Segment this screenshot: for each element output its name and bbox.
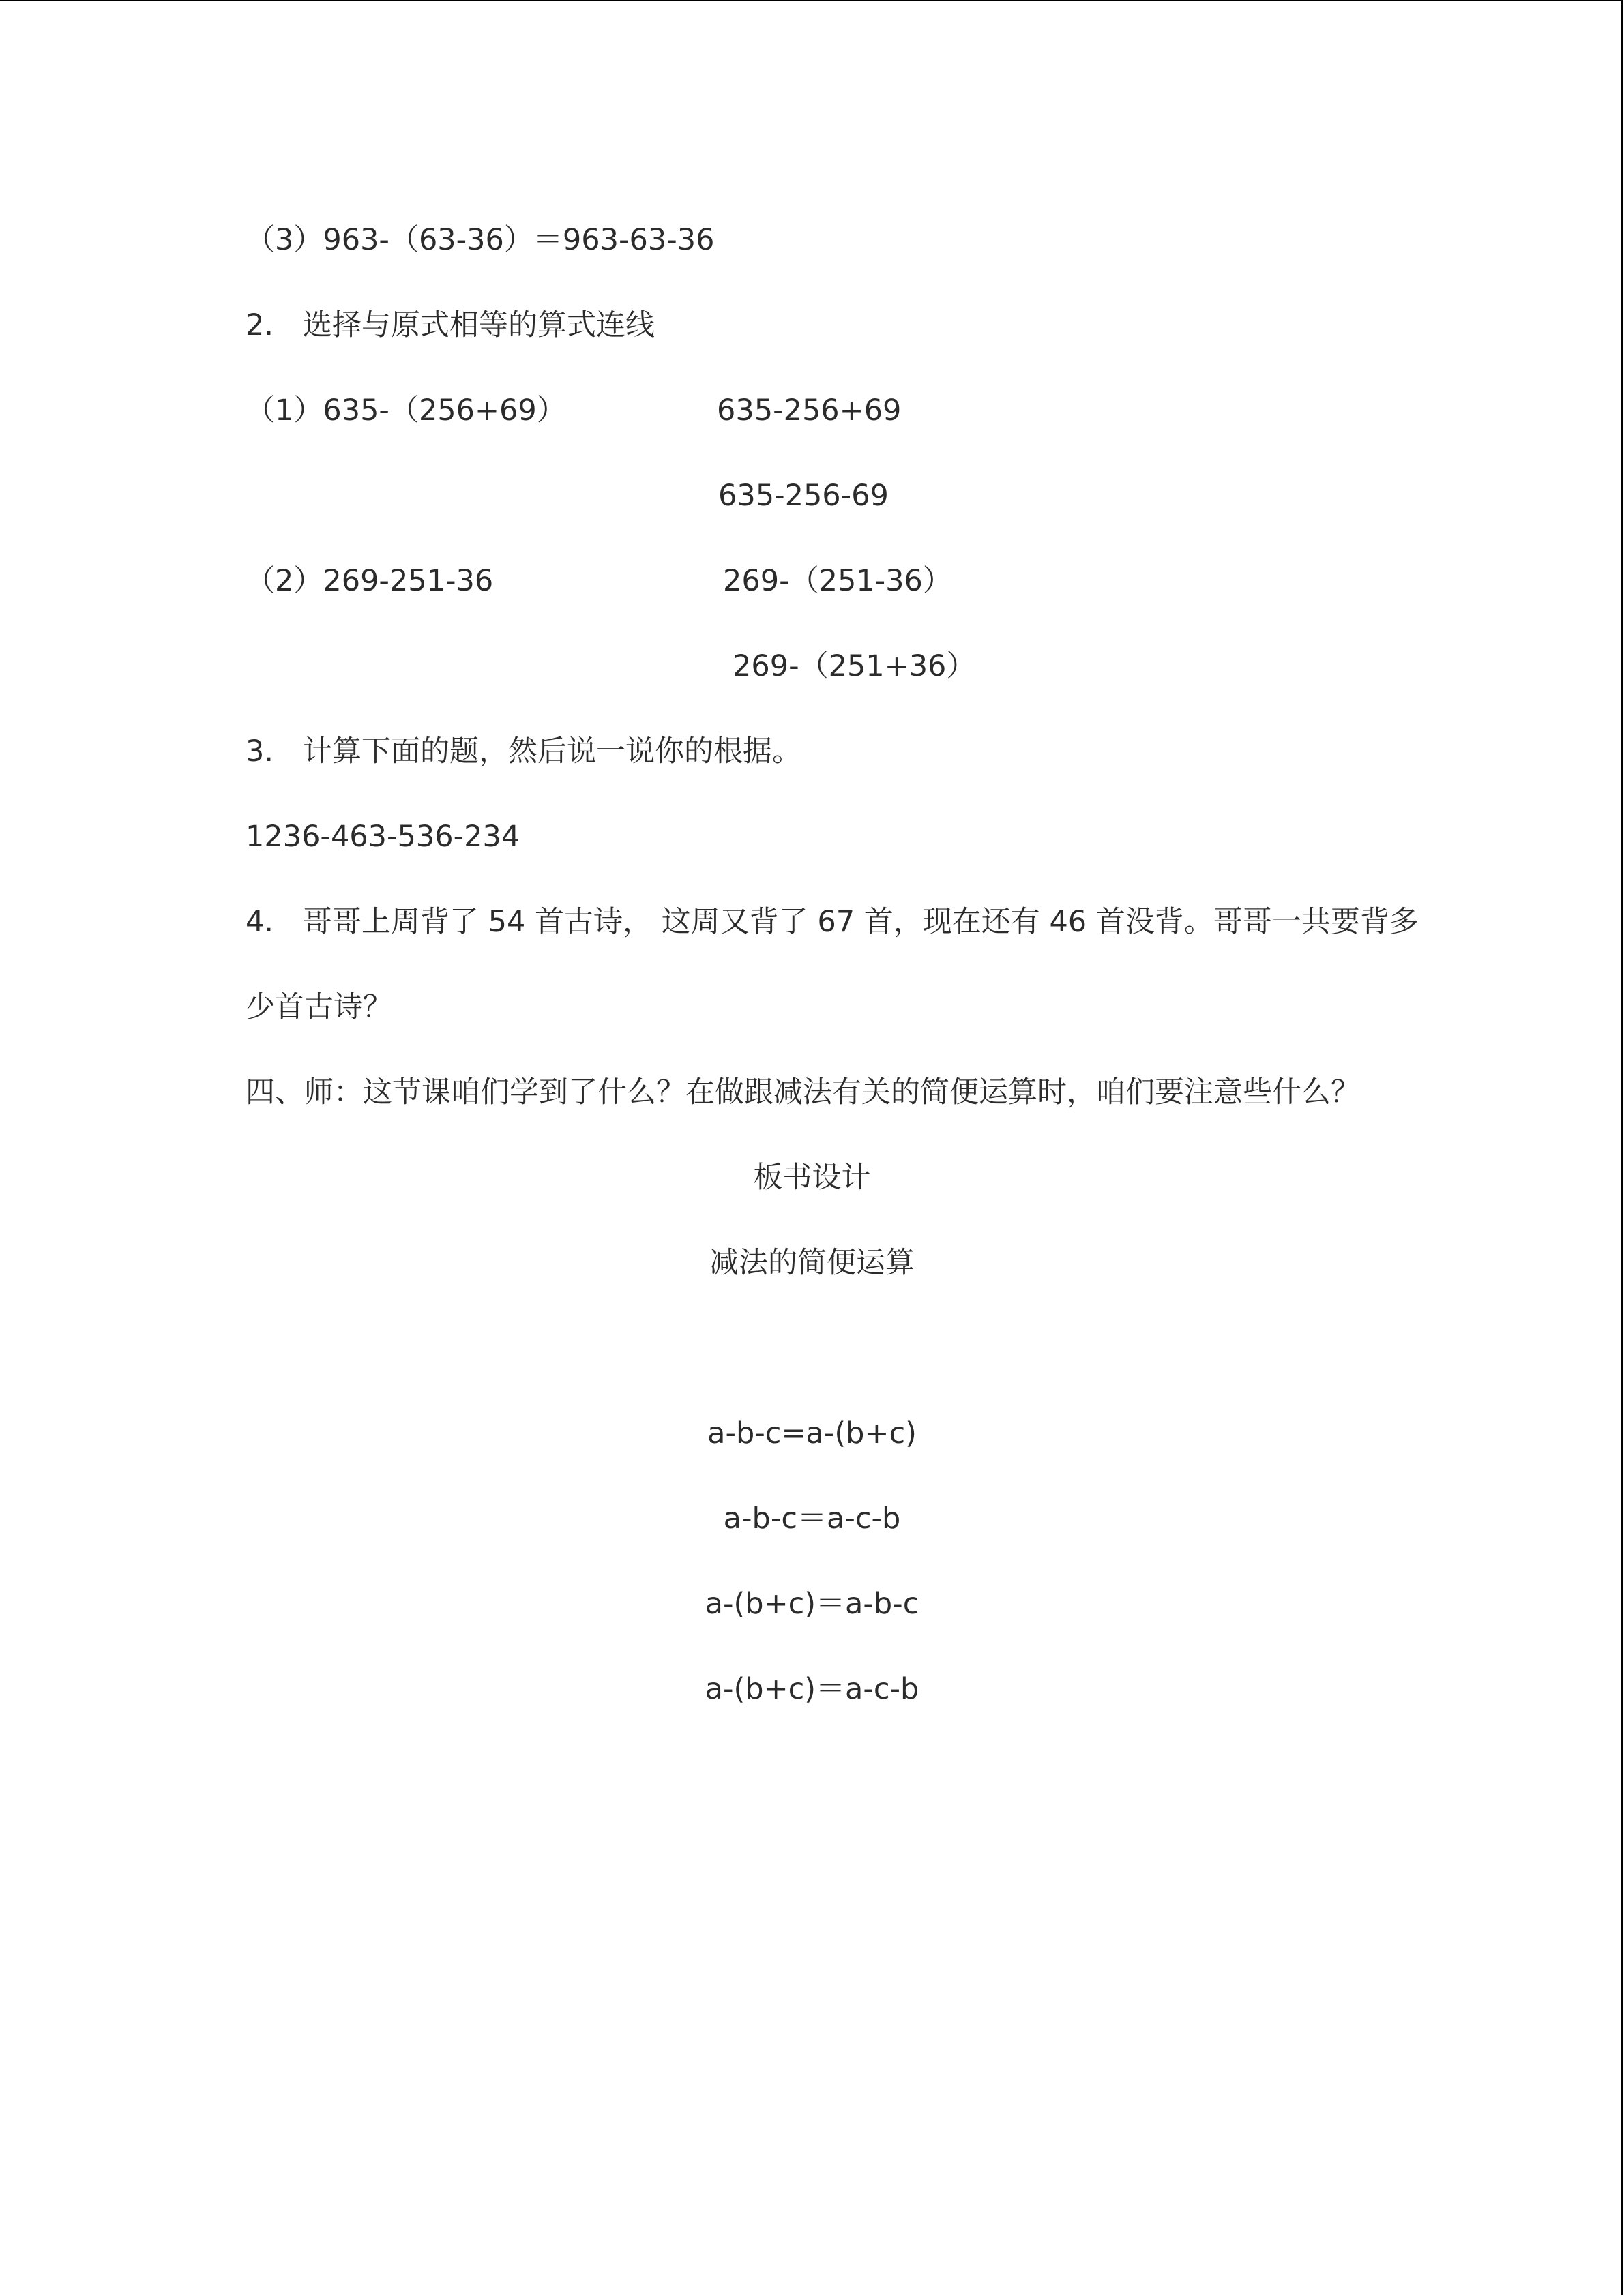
exercise2-right3: 269-（251-36） <box>723 564 952 598</box>
exercise3-heading <box>246 732 801 771</box>
formula-4: a-(b+c)＝a-c-b <box>705 1672 919 1706</box>
exercise4-number: 4. <box>246 905 274 939</box>
exercise2-right1: 635-256+69 <box>717 393 902 428</box>
exercise3-number: 3. <box>246 734 274 769</box>
exercise2-right2: 635-256-69 <box>718 479 889 513</box>
exercise2-left1: （1）635-（256+69） <box>246 393 566 428</box>
exercise4-line2: 少首古诗？ <box>246 990 392 1024</box>
exercise2-number: 2. <box>246 308 274 342</box>
formula-3: a-(b+c)＝a-b-c <box>705 1587 919 1621</box>
formula-2: a-b-c＝a-c-b <box>723 1502 901 1536</box>
exercise1-item3: （3）963-（63-36）＝963-63-36 <box>246 223 715 257</box>
exercise3-expression: 1236-463-536-234 <box>246 820 520 854</box>
formula-1: a-b-c=a-(b+c) <box>707 1416 917 1450</box>
lesson-summary: 四、师：这节课咱们学到了什么？在做跟减法有关的简便运算时，咱们要注意些什么？ <box>246 1075 1360 1109</box>
board-design-heading: 板书设计 <box>753 1161 871 1195</box>
exercise3-title: 计算下面的题，然后说一说你的根据。 <box>303 734 801 769</box>
exercise4-text: 哥哥上周背了 54 首古诗， 这周又背了 67 首，现在还有 46 首没背。哥哥一共要背多 <box>303 905 1419 939</box>
board-design-title: 减法的简便运算 <box>709 1246 915 1280</box>
exercise2-title: 选择与原式相等的算式连线 <box>303 308 655 342</box>
exercise2-heading <box>246 306 655 344</box>
exercise4-line1 <box>246 903 1419 941</box>
exercise2-left2: （2）269-251-36 <box>246 564 494 598</box>
exercise2-right4: 269-（251+36） <box>733 649 976 683</box>
